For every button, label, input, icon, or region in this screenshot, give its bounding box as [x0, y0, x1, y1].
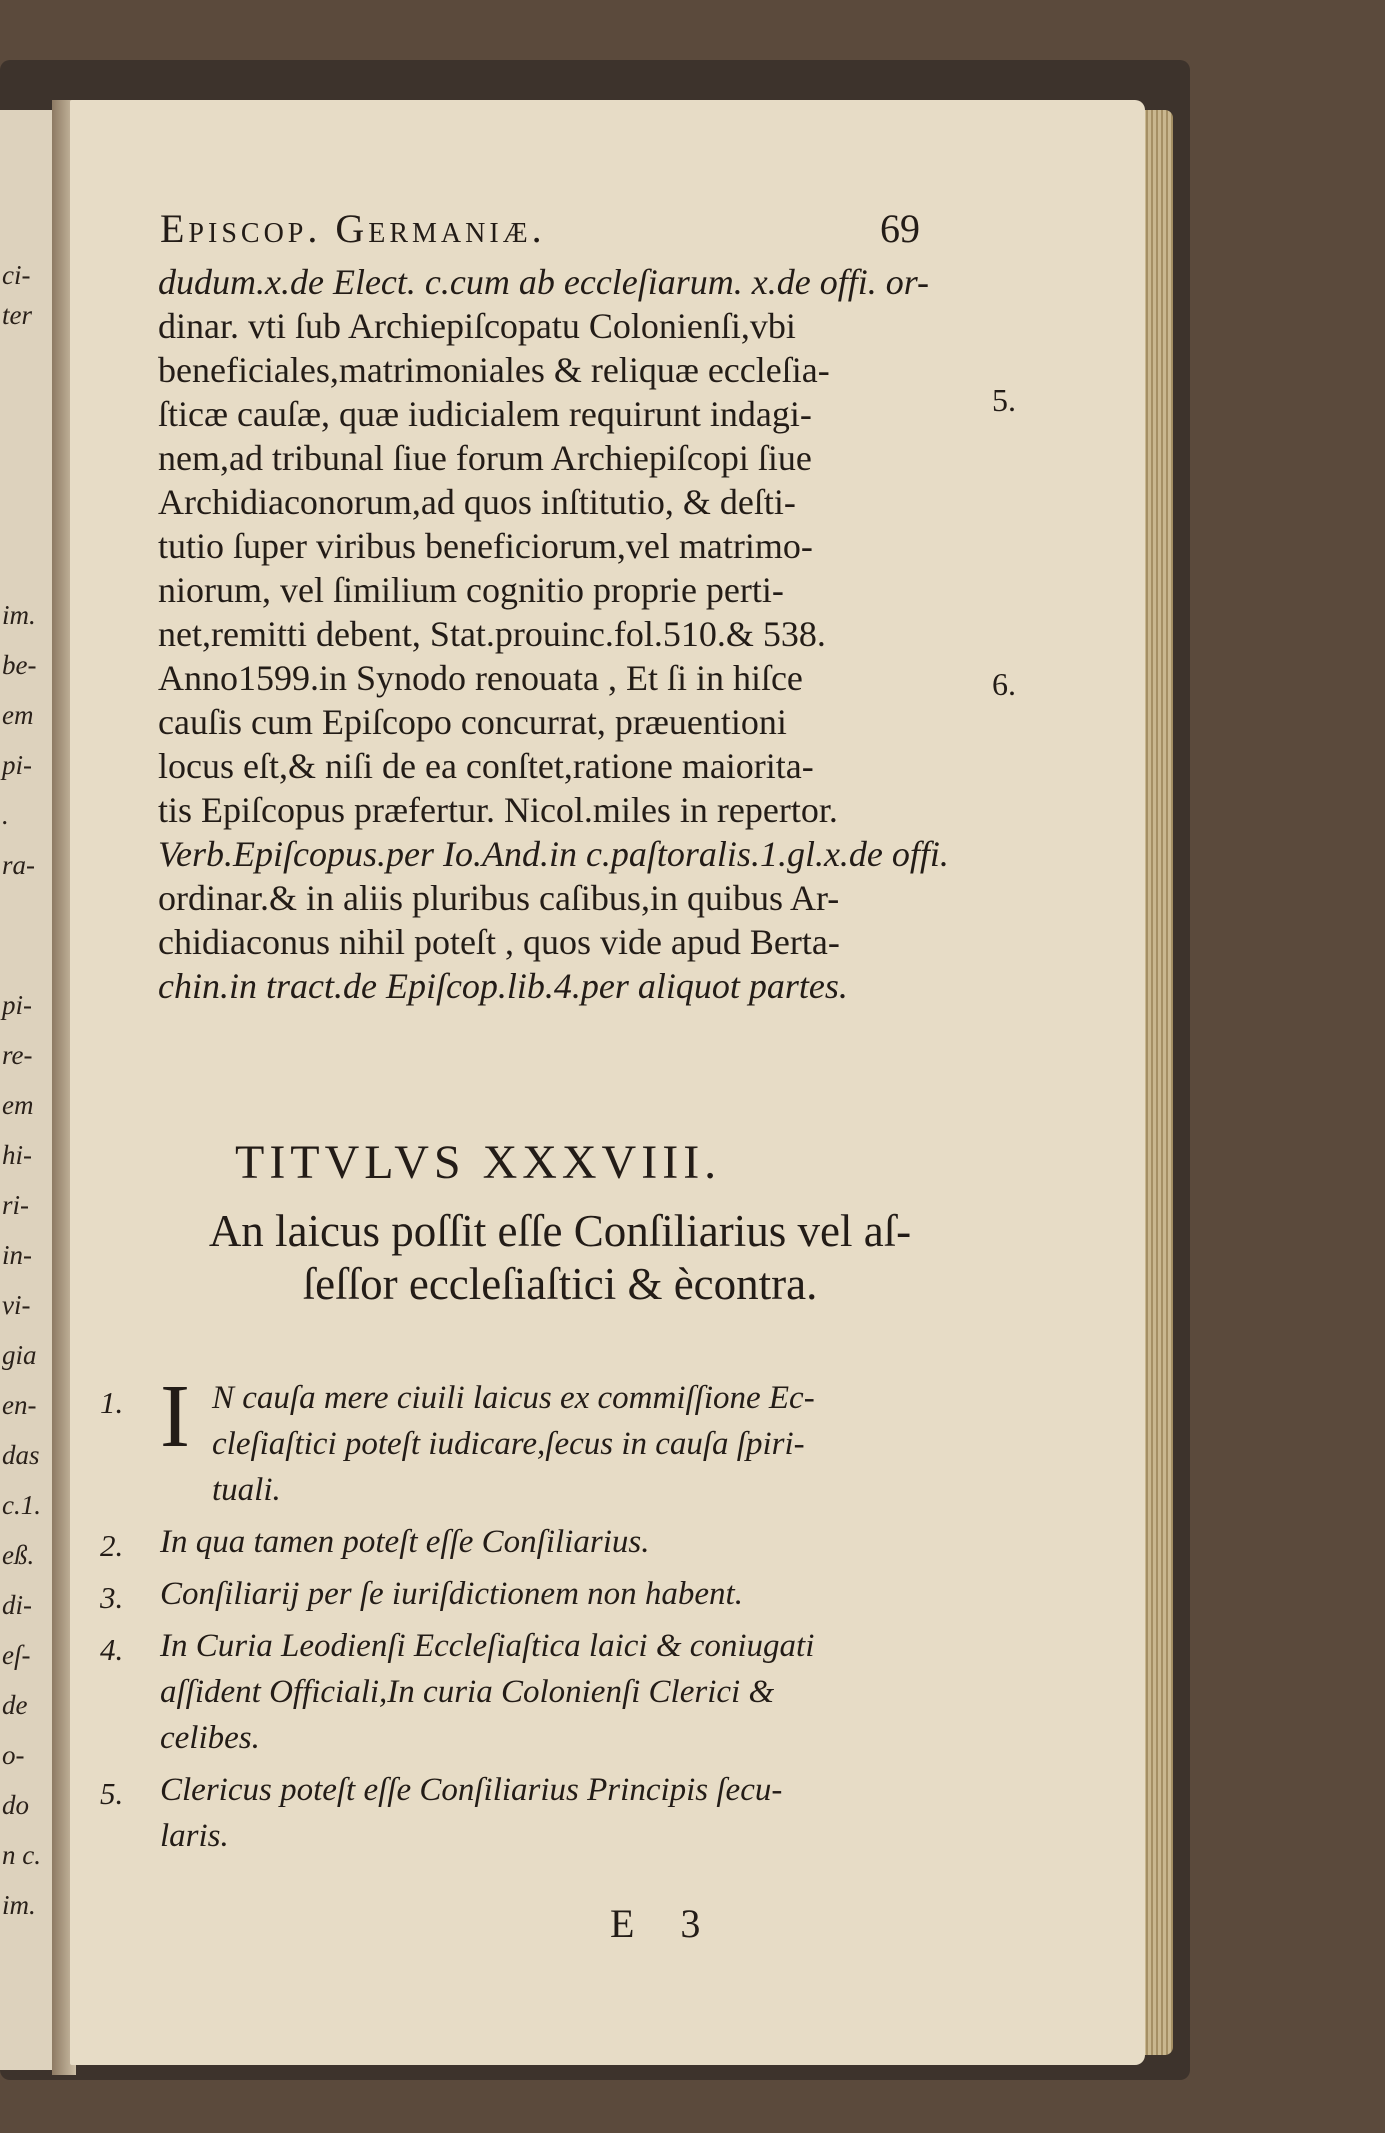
- summary-line: celibes.: [160, 1720, 260, 1756]
- text-line: net,remitti debent, Stat.prouinc.fol.510.& 538.: [158, 614, 826, 654]
- section-heading-line: An laicus poſſit eſſe Conſiliarius vel aſ-: [208, 1206, 912, 1256]
- summary-number: 4.: [100, 1632, 124, 1667]
- margin-fragment: re-: [2, 1040, 33, 1070]
- text-line: chin.in tract.de Epiſcop.lib.4.per aliquot partes.: [158, 966, 848, 1006]
- text-line: tis Epiſcopus præfertur. Nicol.miles in repertor.: [158, 790, 838, 830]
- margin-fragment: gia: [2, 1340, 37, 1370]
- margin-fragment: ci-: [2, 260, 31, 290]
- page-number: 69: [880, 206, 920, 251]
- summary-line: Conſiliarij per ſe iuriſdictionem non habent.: [160, 1576, 743, 1612]
- drop-capital: I: [160, 1367, 190, 1466]
- summary-line: N cauſa mere ciuili laicus ex commiſſione Ec-: [212, 1380, 815, 1416]
- text-line: ſticæ cauſæ, quæ iudicialem requirunt indagi-: [158, 394, 812, 434]
- text-line: dinar. vti ſub Archiepiſcopatu Colonienſi,vbi: [158, 306, 796, 346]
- margin-fragment: im.: [2, 1890, 36, 1920]
- margin-number: 5.: [992, 382, 1016, 418]
- running-head-title: Episcop. Germaniæ.: [160, 206, 546, 251]
- text-line: beneficiales,matrimoniales & reliquæ eccleſia-: [158, 350, 830, 390]
- margin-fragment: di-: [2, 1590, 32, 1620]
- summary-line: In qua tamen poteſt eſſe Conſiliarius.: [160, 1524, 650, 1560]
- margin-fragment: do: [2, 1790, 29, 1820]
- title-heading: TITVLVS XXXVIII.: [235, 1136, 722, 1189]
- margin-fragment: vi-: [2, 1290, 31, 1320]
- summary-line: In Curia Leodienſi Eccleſiaſtica laici & coniugati: [160, 1628, 815, 1664]
- text-line: Verb.Epiſcopus.per Io.And.in c.paſtoralis.1.gl.x.de offi.: [158, 834, 949, 874]
- text-line: niorum, vel ſimilium cognitio proprie perti-: [158, 570, 784, 610]
- text-line: Archidiaconorum,ad quos inſtitutio, & deſti-: [158, 482, 796, 522]
- margin-fragment: in-: [2, 1240, 32, 1270]
- summary-number: 3.: [100, 1580, 124, 1615]
- text-line: chidiaconus nihil poteſt , quos vide apud Berta-: [158, 922, 840, 962]
- margin-fragment: ter: [2, 300, 32, 330]
- margin-fragment: eß.: [2, 1540, 35, 1570]
- margin-number: 6.: [992, 666, 1016, 702]
- text-line: tutio ſuper viribus beneficiorum,vel matrimo-: [158, 526, 813, 566]
- margin-fragment: ri-: [2, 1190, 29, 1220]
- summary-number: 2.: [100, 1528, 124, 1563]
- text-line: cauſis cum Epiſcopo concurrat, præuentioni: [158, 702, 787, 742]
- margin-fragment: im.: [2, 600, 36, 630]
- text-line: dudum.x.de Elect. c.cum ab eccleſiarum. x.de offi. or-: [158, 262, 930, 302]
- summary-line: aſſident Officiali,In curia Colonienſi Clerici &: [160, 1674, 775, 1710]
- margin-fragment: be-: [2, 650, 37, 680]
- section-heading-line: ſeſſor eccleſiaſtici & ècontra.: [302, 1259, 818, 1309]
- margin-fragment: c.1.: [2, 1490, 41, 1520]
- text-line: nem,ad tribunal ſiue forum Archiepiſcopi ſiue: [158, 438, 812, 478]
- left-margin-fragments: [0, 110, 52, 2070]
- summary-number: 1.: [100, 1385, 124, 1420]
- margin-fragment: ra-: [2, 850, 35, 880]
- margin-fragment: en-: [2, 1390, 37, 1420]
- running-head: [160, 205, 920, 255]
- book-page: [70, 100, 1145, 2065]
- text-line: locus eſt,& niſi de ea conſtet,ratione maiorita-: [158, 746, 814, 786]
- summary-line: Clericus poteſt eſſe Conſiliarius Principis ſecu-: [160, 1772, 783, 1808]
- margin-fragment: das: [2, 1440, 40, 1470]
- margin-fragment: em: [2, 1090, 34, 1120]
- margin-fragment: pi-: [2, 750, 32, 780]
- margin-fragment: n c.: [2, 1840, 41, 1870]
- text-line: ordinar.& in aliis pluribus caſibus,in quibus Ar-: [158, 878, 840, 918]
- summary-number: 5.: [100, 1776, 124, 1811]
- summary-line: cleſiaſtici poteſt iudicare,ſecus in cauſa ſpiri-: [212, 1426, 805, 1462]
- summary-line: tuali.: [212, 1472, 281, 1508]
- signature-mark: E 3: [610, 1901, 719, 1946]
- margin-fragment: de: [2, 1690, 28, 1720]
- summary-line: laris.: [160, 1818, 229, 1854]
- margin-fragment: eſ-: [2, 1640, 31, 1670]
- left-page-edge: [0, 110, 54, 2070]
- margin-fragment: em: [2, 700, 34, 730]
- margin-fragment: .: [2, 800, 9, 830]
- text-line: Anno1599.in Synodo renouata , Et ſi in hiſce: [158, 658, 803, 698]
- margin-fragment: o-: [2, 1740, 25, 1770]
- margin-fragment: hi-: [2, 1140, 32, 1170]
- margin-fragment: pi-: [2, 990, 32, 1020]
